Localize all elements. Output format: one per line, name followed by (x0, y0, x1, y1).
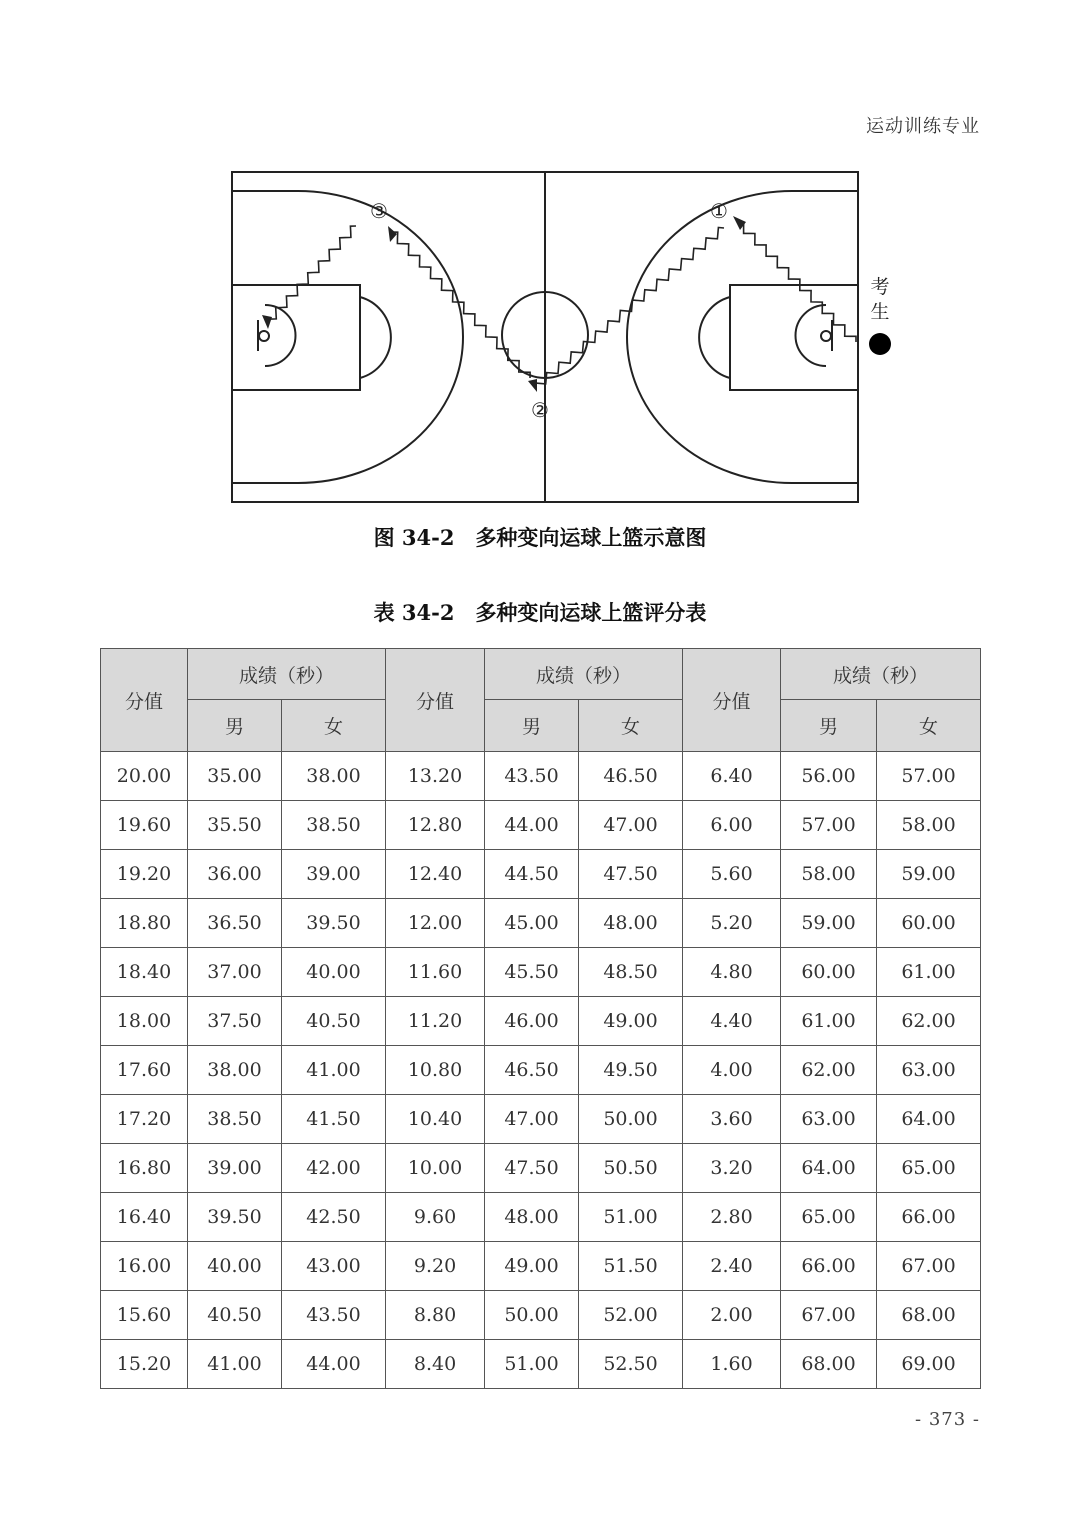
table-cell: 8.40 (386, 1340, 485, 1389)
arrow-head-4 (262, 315, 272, 329)
table-cell: 41.00 (188, 1340, 282, 1389)
table-cell: 65.00 (877, 1144, 981, 1193)
header-female-2: 女 (579, 700, 683, 752)
free-throw-arc-right (699, 297, 730, 378)
candidate-label-char-2: 生 (870, 301, 890, 323)
table-cell: 37.00 (188, 948, 282, 997)
section-header: 运动训练专业 (866, 116, 980, 137)
table-cell: 35.50 (188, 801, 282, 850)
candidate-marker (869, 333, 891, 355)
table-cell: 5.20 (683, 899, 781, 948)
table-cell: 43.50 (485, 752, 579, 801)
table-cell: 67.00 (877, 1242, 981, 1291)
table-cell: 47.00 (579, 801, 683, 850)
table-row (101, 1046, 981, 1095)
table-cell: 51.00 (579, 1193, 683, 1242)
table-cell: 11.60 (386, 948, 485, 997)
table-row (101, 1193, 981, 1242)
table-cell: 40.00 (282, 948, 386, 997)
court-svg (0, 0, 1080, 520)
table-cell: 2.00 (683, 1291, 781, 1340)
table-cell: 68.00 (781, 1340, 877, 1389)
table-cell: 64.00 (781, 1144, 877, 1193)
header-score-3: 分值 (683, 649, 781, 752)
table-title: 表 34-2 多种变向运球上篮评分表 (373, 600, 707, 625)
header-result-2: 成绩（秒） (485, 649, 683, 700)
table-row (101, 752, 981, 801)
table-cell: 43.00 (282, 1242, 386, 1291)
table-cell: 15.60 (101, 1291, 188, 1340)
table-cell: 4.80 (683, 948, 781, 997)
table-cell: 39.00 (188, 1144, 282, 1193)
table-cell: 38.00 (188, 1046, 282, 1095)
table-cell: 40.00 (188, 1242, 282, 1291)
table-cell: 52.50 (579, 1340, 683, 1389)
table-cell: 9.20 (386, 1242, 485, 1291)
table-cell: 48.00 (485, 1193, 579, 1242)
table-cell: 4.00 (683, 1046, 781, 1095)
header-female-3: 女 (877, 700, 981, 752)
free-throw-arc-left (360, 297, 391, 378)
table-cell: 36.50 (188, 899, 282, 948)
page-number: - 373 - (915, 1409, 980, 1430)
table-cell: 59.00 (781, 899, 877, 948)
table-cell: 13.20 (386, 752, 485, 801)
basket-right (821, 331, 831, 341)
table-cell: 44.00 (282, 1340, 386, 1389)
table-cell: 1.60 (683, 1340, 781, 1389)
table-cell: 37.50 (188, 997, 282, 1046)
table-cell: 11.20 (386, 997, 485, 1046)
arrow-head-3 (388, 226, 397, 242)
table-cell: 42.50 (282, 1193, 386, 1242)
table-cell: 6.00 (683, 801, 781, 850)
table-cell: 47.00 (485, 1095, 579, 1144)
table-cell: 58.00 (781, 850, 877, 899)
table-cell: 4.40 (683, 997, 781, 1046)
table-cell: 47.50 (485, 1144, 579, 1193)
dribble-path-3-to-basket (265, 226, 356, 319)
table-cell: 61.00 (781, 997, 877, 1046)
table-row (101, 1291, 981, 1340)
table-row (101, 1340, 981, 1389)
table-cell: 17.20 (101, 1095, 188, 1144)
marker-2: ② (531, 398, 549, 422)
marker-1: ① (710, 199, 728, 223)
table-cell: 40.50 (188, 1291, 282, 1340)
table-cell: 18.40 (101, 948, 188, 997)
table-cell: 51.50 (579, 1242, 683, 1291)
table-cell: 51.00 (485, 1340, 579, 1389)
table-cell: 8.80 (386, 1291, 485, 1340)
table-cell: 6.40 (683, 752, 781, 801)
header-result-1: 成绩（秒） (188, 649, 386, 700)
table-cell: 60.00 (781, 948, 877, 997)
table-row (101, 850, 981, 899)
table-cell: 18.80 (101, 899, 188, 948)
table-cell: 64.00 (877, 1095, 981, 1144)
table-cell: 48.00 (579, 899, 683, 948)
table-cell: 41.50 (282, 1095, 386, 1144)
header-male-1: 男 (188, 700, 282, 752)
table-cell: 3.20 (683, 1144, 781, 1193)
table-cell: 16.00 (101, 1242, 188, 1291)
marker-3: ③ (370, 199, 388, 223)
table-cell: 3.60 (683, 1095, 781, 1144)
table-cell: 10.00 (386, 1144, 485, 1193)
table-cell: 12.00 (386, 899, 485, 948)
table-cell: 57.00 (877, 752, 981, 801)
table-cell: 36.00 (188, 850, 282, 899)
table-cell: 42.00 (282, 1144, 386, 1193)
table-row (101, 801, 981, 850)
table-cell: 39.50 (188, 1193, 282, 1242)
header-male-3: 男 (781, 700, 877, 752)
table-cell: 39.00 (282, 850, 386, 899)
table-cell: 38.00 (282, 752, 386, 801)
table-cell: 46.50 (579, 752, 683, 801)
figure-caption: 图 34-2 多种变向运球上篮示意图 (373, 525, 707, 550)
table-cell: 47.50 (579, 850, 683, 899)
table-cell: 35.00 (188, 752, 282, 801)
table-cell: 58.00 (877, 801, 981, 850)
table-cell: 16.80 (101, 1144, 188, 1193)
table-cell: 61.00 (877, 948, 981, 997)
table-cell: 50.00 (485, 1291, 579, 1340)
arrow-head-2 (528, 379, 537, 392)
table-cell: 2.80 (683, 1193, 781, 1242)
table-row (101, 948, 981, 997)
table-cell: 16.40 (101, 1193, 188, 1242)
key-right (730, 285, 858, 390)
table-cell: 17.60 (101, 1046, 188, 1095)
table-cell: 45.00 (485, 899, 579, 948)
table-cell: 5.60 (683, 850, 781, 899)
table-cell: 19.60 (101, 801, 188, 850)
header-male-2: 男 (485, 700, 579, 752)
table-cell: 57.00 (781, 801, 877, 850)
table-cell: 15.20 (101, 1340, 188, 1389)
header-score-2: 分值 (386, 649, 485, 752)
table-row (101, 1095, 981, 1144)
table-cell: 49.00 (579, 997, 683, 1046)
table-cell: 18.00 (101, 997, 188, 1046)
table-cell: 45.50 (485, 948, 579, 997)
table-cell: 66.00 (877, 1193, 981, 1242)
table-row (101, 1242, 981, 1291)
table-cell: 43.50 (282, 1291, 386, 1340)
table-cell: 12.80 (386, 801, 485, 850)
table-cell: 12.40 (386, 850, 485, 899)
table-cell: 46.00 (485, 997, 579, 1046)
table-cell: 59.00 (877, 850, 981, 899)
three-point-arc-left (232, 191, 463, 483)
table-cell: 10.80 (386, 1046, 485, 1095)
table-cell: 63.00 (877, 1046, 981, 1095)
table-cell: 46.50 (485, 1046, 579, 1095)
table-cell: 10.40 (386, 1095, 485, 1144)
table-cell: 39.50 (282, 899, 386, 948)
table-cell: 41.00 (282, 1046, 386, 1095)
candidate-label-char-1: 考 (870, 276, 890, 298)
scoring-table (100, 648, 981, 1389)
table-cell: 52.00 (579, 1291, 683, 1340)
table-cell: 50.50 (579, 1144, 683, 1193)
table-cell: 68.00 (877, 1291, 981, 1340)
header-female-1: 女 (282, 700, 386, 752)
table-cell: 69.00 (877, 1340, 981, 1389)
table-cell: 62.00 (781, 1046, 877, 1095)
three-point-arc-right (627, 191, 858, 483)
court-diagram (0, 0, 1080, 520)
header-score-1: 分值 (101, 649, 188, 752)
table-cell: 40.50 (282, 997, 386, 1046)
table-row (101, 1144, 981, 1193)
table-cell: 65.00 (781, 1193, 877, 1242)
table-cell: 49.50 (579, 1046, 683, 1095)
header-result-3: 成绩（秒） (781, 649, 981, 700)
table-cell: 60.00 (877, 899, 981, 948)
table-cell: 38.50 (282, 801, 386, 850)
table-row (101, 997, 981, 1046)
table-cell: 56.00 (781, 752, 877, 801)
table-cell: 50.00 (579, 1095, 683, 1144)
table-cell: 44.00 (485, 801, 579, 850)
table-cell: 62.00 (877, 997, 981, 1046)
table-cell: 66.00 (781, 1242, 877, 1291)
table-row (101, 899, 981, 948)
table-cell: 38.50 (188, 1095, 282, 1144)
table-cell: 63.00 (781, 1095, 877, 1144)
table-cell: 9.60 (386, 1193, 485, 1242)
table-cell: 19.20 (101, 850, 188, 899)
table-cell: 2.40 (683, 1242, 781, 1291)
table-body (101, 752, 981, 1389)
basket-left (259, 331, 269, 341)
dribble-paths (265, 222, 856, 384)
table-cell: 48.50 (579, 948, 683, 997)
table-cell: 67.00 (781, 1291, 877, 1340)
table-cell: 49.00 (485, 1242, 579, 1291)
table-cell: 20.00 (101, 752, 188, 801)
table-cell: 44.50 (485, 850, 579, 899)
